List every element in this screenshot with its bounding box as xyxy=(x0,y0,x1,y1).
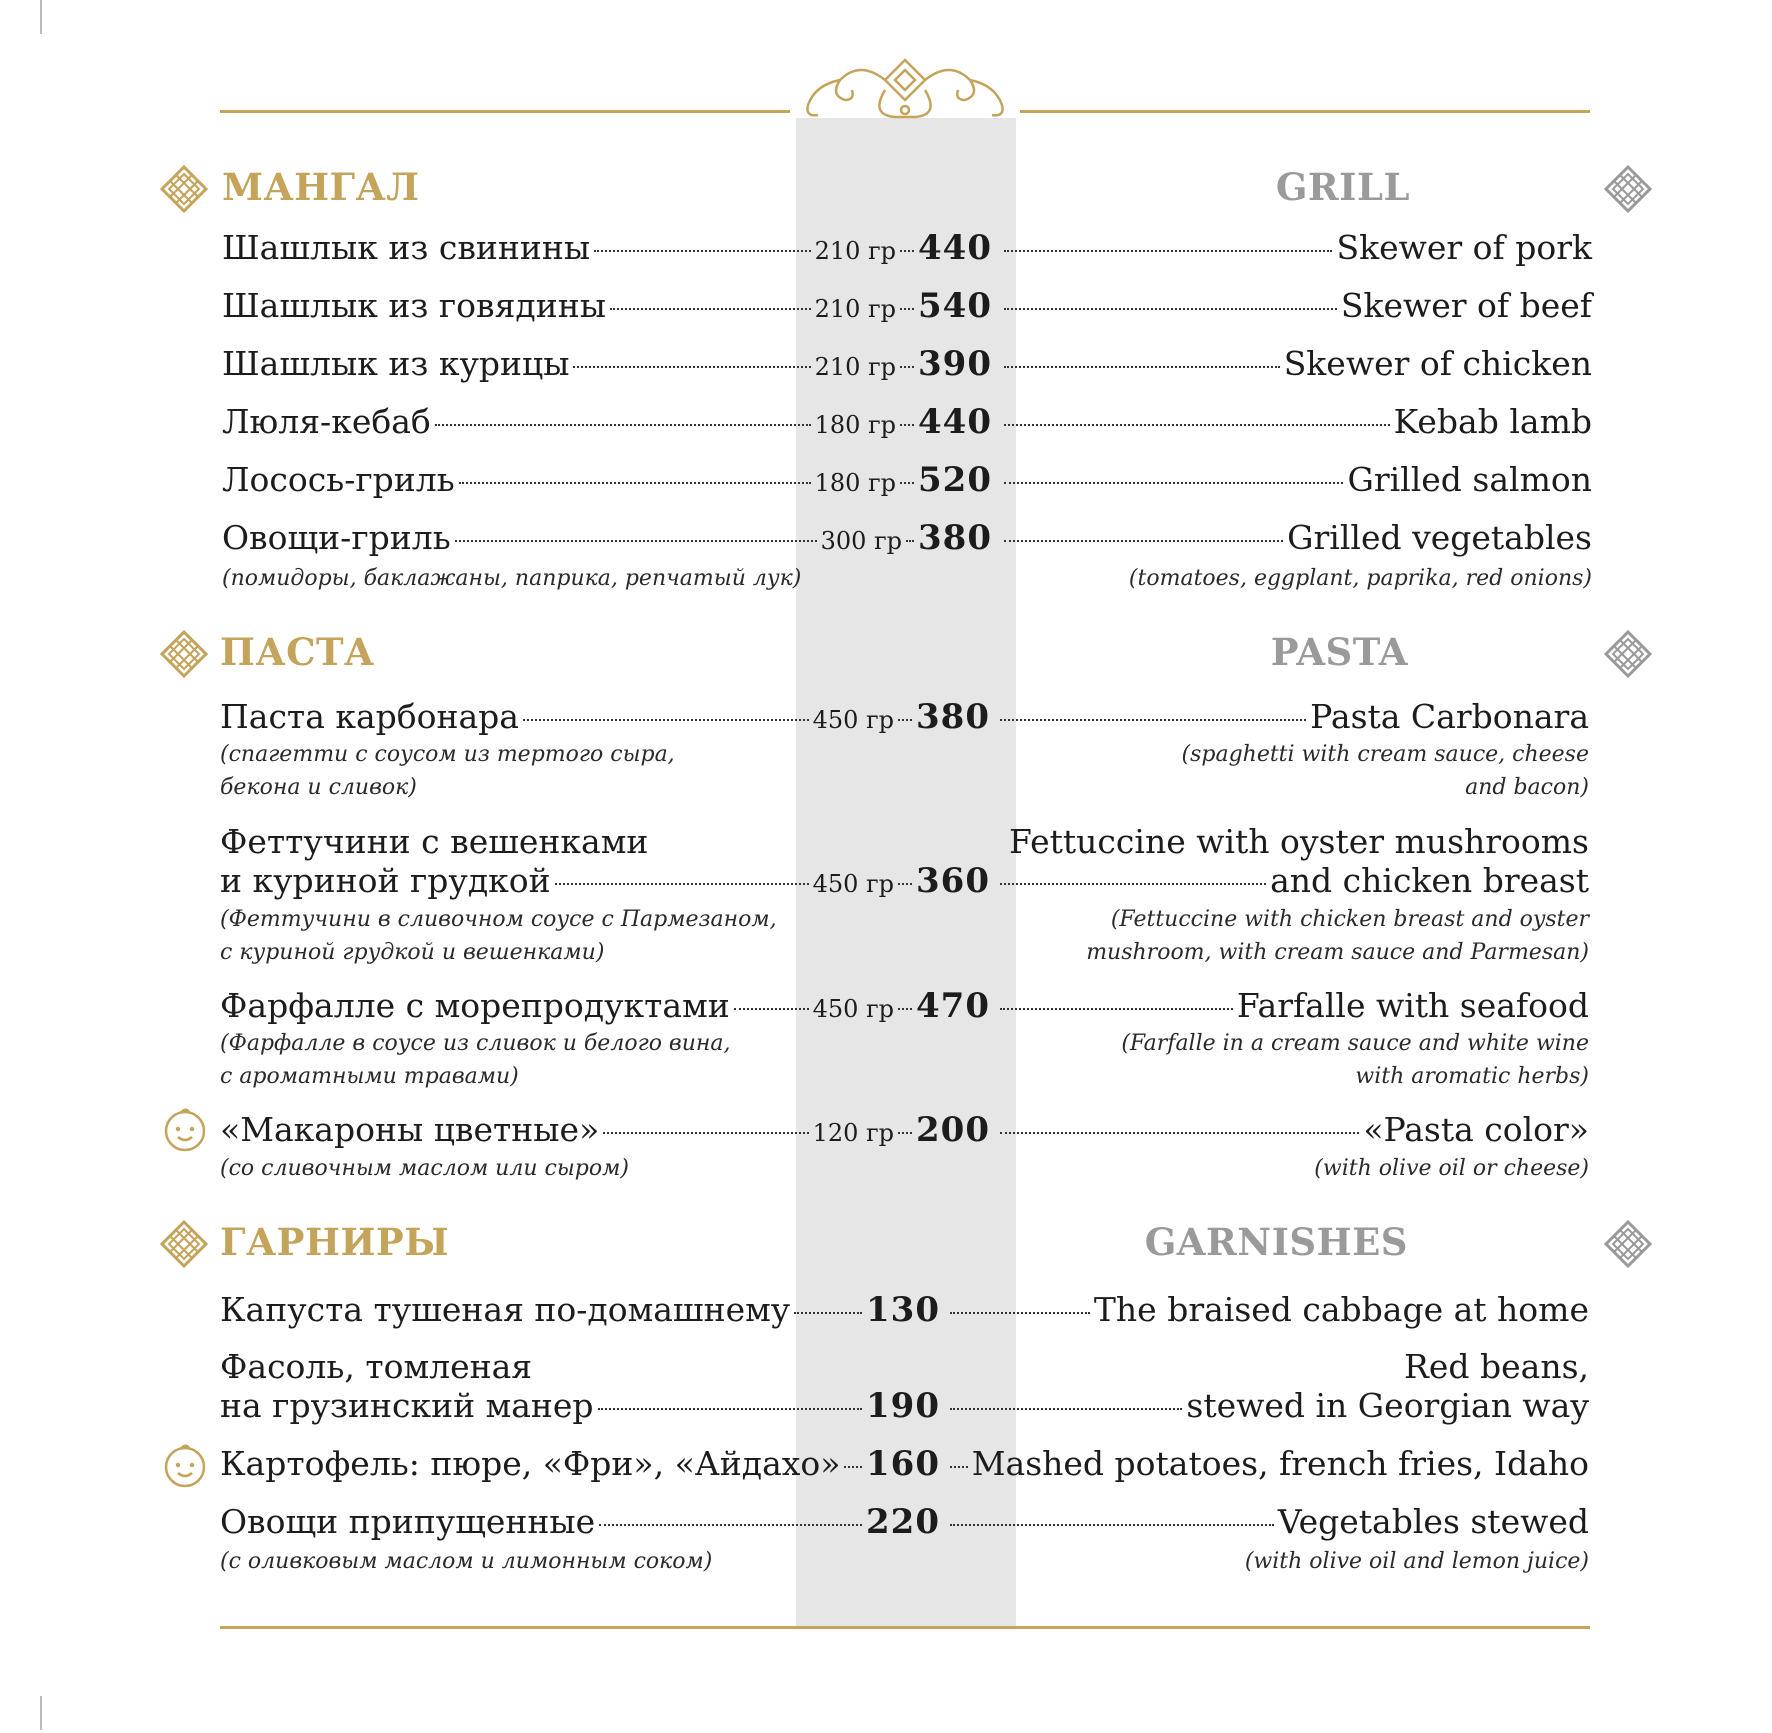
item-price: 160 xyxy=(866,1444,940,1484)
lattice-diamond-icon xyxy=(1604,1220,1652,1268)
menu-item-ru: Шашлык из курицы 210 гр 390 xyxy=(222,344,992,384)
item-note-en: with aromatic herbs) xyxy=(1355,1064,1589,1089)
lattice-diamond-icon xyxy=(160,165,208,213)
item-note-en: and bacon) xyxy=(1465,775,1589,800)
menu-item-en: Grilled salmon xyxy=(1000,460,1592,499)
menu-item-en: «Pasta color» xyxy=(996,1110,1589,1149)
item-note-ru: (Феттучини в сливочном соусе с Пармезаном, xyxy=(220,907,777,932)
menu-item-en: and chicken breast xyxy=(996,861,1589,900)
section-title-pasta-en: PASTA xyxy=(1270,630,1408,674)
crop-mark xyxy=(40,1696,42,1730)
item-note-ru: (со сливочным маслом или сыром) xyxy=(220,1156,629,1181)
menu-item-en: The braised cabbage at home xyxy=(946,1290,1589,1329)
item-price: 440 xyxy=(918,228,992,268)
crop-mark xyxy=(40,0,42,34)
menu-item-en: Skewer of pork xyxy=(1000,228,1592,267)
menu-item-en-line1: Fettuccine with oyster mushrooms xyxy=(1009,822,1589,861)
item-price: 380 xyxy=(918,518,992,558)
menu-item-ru: Капуста тушеная по-домашнему 130 xyxy=(220,1290,940,1330)
item-price: 520 xyxy=(918,460,992,500)
item-price: 470 xyxy=(916,986,990,1026)
top-rule-left xyxy=(220,110,790,113)
menu-item-en: stewed in Georgian way xyxy=(946,1386,1589,1425)
section-title-pasta-ru: ПАСТА xyxy=(220,630,375,674)
lattice-diamond-icon xyxy=(160,1220,208,1268)
menu-item-en: Farfalle with seafood xyxy=(996,986,1589,1025)
item-note-en: (with olive oil and lemon juice) xyxy=(1244,1549,1589,1574)
menu-item-en-line1: Red beans, xyxy=(1404,1347,1589,1386)
bottom-rule xyxy=(220,1626,1590,1629)
item-price: 440 xyxy=(918,402,992,442)
item-price: 130 xyxy=(866,1290,940,1330)
item-note-en: (spaghetti with cream sauce, cheese xyxy=(1181,742,1589,767)
menu-item-en: Skewer of beef xyxy=(1000,286,1592,325)
item-note-ru: бекона и сливок) xyxy=(220,775,417,800)
menu-item-ru: Овощи припущенные 220 xyxy=(220,1502,940,1542)
menu-item-ru: «Макароны цветные» 120 гр 200 xyxy=(220,1110,990,1150)
section-title-garnish-ru: ГАРНИРЫ xyxy=(220,1220,450,1264)
menu-item-ru: Картофель: пюре, «Фри», «Айдахо» 160 xyxy=(220,1444,940,1484)
menu-item-en: Mashed potatoes, french fries, Idaho xyxy=(946,1444,1589,1483)
top-rule-right xyxy=(1020,110,1590,113)
section-title-grill-ru: МАНГАЛ xyxy=(222,165,420,209)
lattice-diamond-icon xyxy=(160,630,208,678)
menu-item-ru: Фарфалле с морепродуктами 450 гр 470 xyxy=(220,986,990,1026)
item-note-ru: (Фарфалле в соусе из сливок и белого вина, xyxy=(220,1031,731,1056)
menu-item-ru-line1: Феттучини с вешенками xyxy=(220,822,649,861)
filigree-ornament-icon xyxy=(800,55,1010,135)
item-note-en: mushroom, with cream sauce and Parmesan) xyxy=(1086,940,1589,965)
item-note-en: (Fettuccine with chicken breast and oyster xyxy=(1110,907,1589,932)
item-note-ru: (помидоры, баклажаны, паприка, репчатый лук) xyxy=(222,566,802,591)
item-note-en: (tomatoes, eggplant, paprika, red onions) xyxy=(1128,566,1592,591)
menu-item-ru-line1: Фасоль, томленая xyxy=(220,1347,533,1386)
item-price: 200 xyxy=(916,1110,990,1150)
item-note-ru: с куриной грудкой и вешенками) xyxy=(220,940,605,965)
menu-item-en: Kebab lamb xyxy=(1000,402,1592,441)
menu-item-ru: на грузинский манер 190 xyxy=(220,1386,940,1426)
menu-item-ru: и куриной грудкой 450 гр 360 xyxy=(220,861,990,901)
item-note-en: (with olive oil or cheese) xyxy=(1314,1156,1589,1181)
menu-item-en: Pasta Carbonara xyxy=(996,697,1589,736)
lattice-diamond-icon xyxy=(1604,165,1652,213)
section-title-grill-en: GRILL xyxy=(1275,165,1410,209)
item-price: 380 xyxy=(916,697,990,737)
menu-item-ru: Шашлык из говядины 210 гр 540 xyxy=(222,286,992,326)
item-price: 540 xyxy=(918,286,992,326)
item-note-ru: (спагетти с соусом из тертого сыра, xyxy=(220,742,675,767)
menu-item-ru: Люля-кебаб 180 гр 440 xyxy=(222,402,992,442)
item-price: 220 xyxy=(866,1502,940,1542)
menu-item-ru: Шашлык из свинины 210 гр 440 xyxy=(222,228,992,268)
section-title-garnish-en: GARNISHES xyxy=(1144,1220,1408,1264)
item-price: 360 xyxy=(916,861,990,901)
item-note-ru: с ароматными травами) xyxy=(220,1064,519,1089)
lattice-diamond-icon xyxy=(1604,630,1652,678)
item-note-en: (Farfalle in a cream sauce and white wine xyxy=(1121,1031,1589,1056)
baby-face-icon xyxy=(162,1442,208,1488)
item-price: 190 xyxy=(866,1386,940,1426)
menu-item-en: Grilled vegetables xyxy=(1000,518,1592,557)
item-price: 390 xyxy=(918,344,992,384)
menu-item-ru: Лосось-гриль 180 гр 520 xyxy=(222,460,992,500)
baby-face-icon xyxy=(162,1106,208,1152)
item-note-ru: (с оливковым маслом и лимонным соком) xyxy=(220,1549,713,1574)
menu-item-en: Vegetables stewed xyxy=(946,1502,1589,1541)
menu-item-ru: Овощи-гриль 300 гр 380 xyxy=(222,518,992,558)
menu-item-en: Skewer of chicken xyxy=(1000,344,1592,383)
menu-item-ru: Паста карбонара 450 гр 380 xyxy=(220,697,990,737)
